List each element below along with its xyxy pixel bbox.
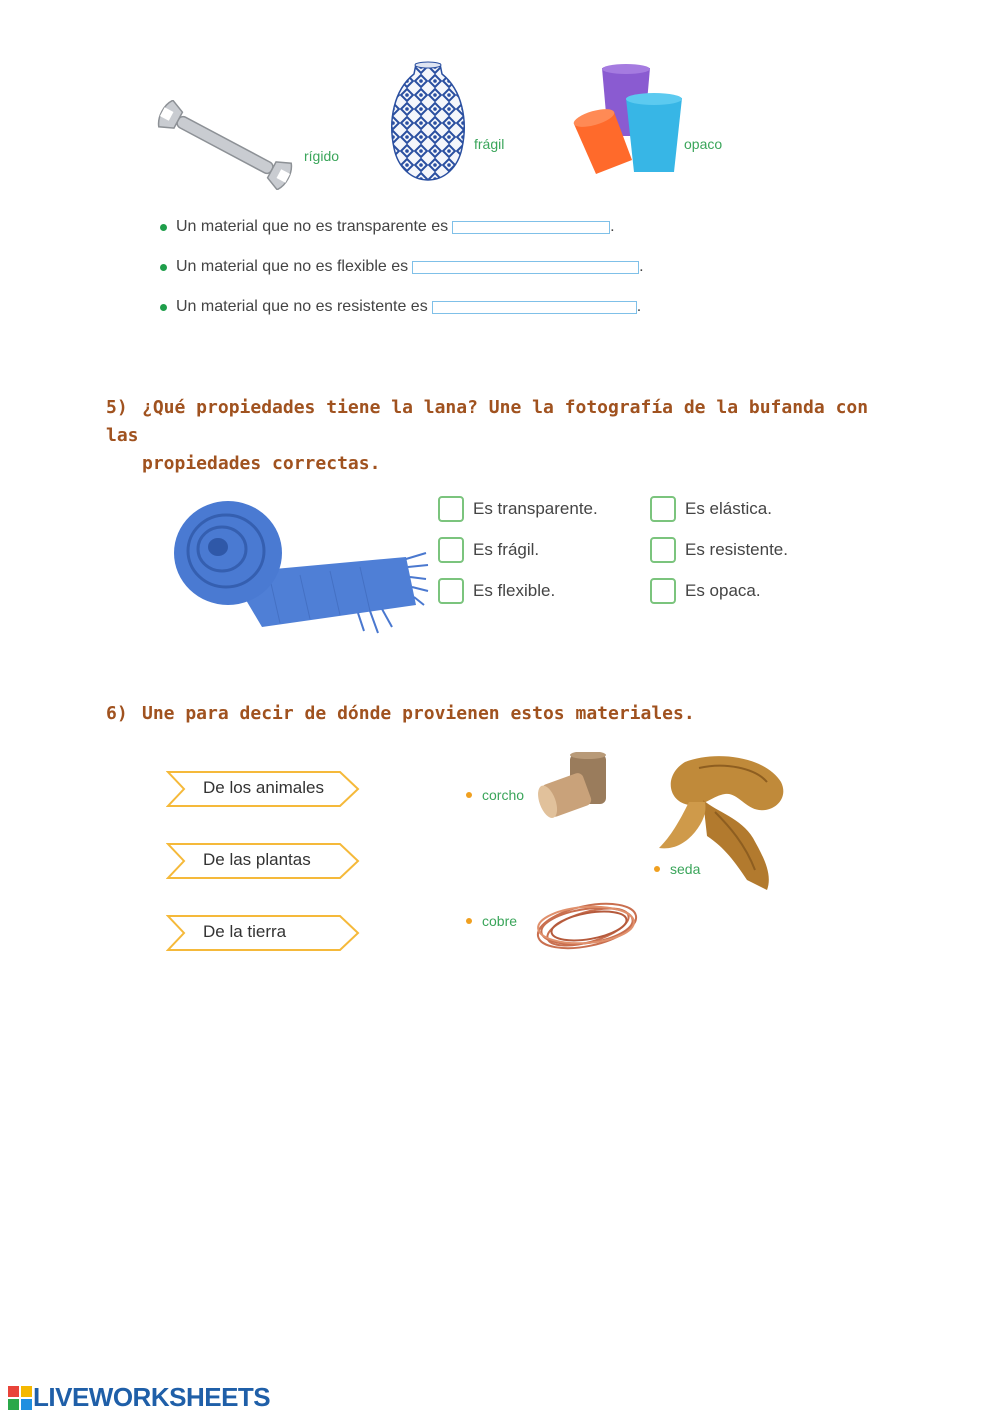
sentence-text: Un material que no es flexible es <box>176 258 409 275</box>
material-seda[interactable] <box>654 861 700 877</box>
checkbox[interactable] <box>438 578 464 604</box>
sentence-text: Un material que no es transparente es <box>176 218 449 235</box>
answer-input-resistente[interactable] <box>432 301 637 314</box>
option-resistente[interactable] <box>650 537 788 563</box>
material-corcho[interactable] <box>466 787 524 803</box>
question-6-text: Une para decir de dónde provienen estos materiales. <box>142 703 695 724</box>
bullet-dot <box>466 792 472 798</box>
bullet-dot <box>466 918 472 924</box>
label-opaco: opaco <box>684 136 723 152</box>
cups-image <box>570 62 686 180</box>
bullet-dot <box>160 304 167 311</box>
question-5-title <box>106 394 886 478</box>
option-label: Es resistente. <box>685 540 788 559</box>
sentence-flexible <box>160 258 644 276</box>
sentence-end: . <box>639 258 644 275</box>
origin-tierra[interactable] <box>166 914 360 952</box>
copper-image <box>532 896 642 954</box>
logo-text: LIVEWORKSHEETS <box>33 1382 271 1412</box>
vase-image <box>386 60 470 184</box>
sentence-text: Un material que no es resistente es <box>176 298 428 315</box>
bullet-dot <box>654 866 660 872</box>
option-opaca[interactable] <box>650 578 761 604</box>
option-label: Es transparente. <box>473 499 598 518</box>
label-fragil: frágil <box>474 136 505 152</box>
question-number: 5) <box>106 397 128 418</box>
material-cobre[interactable] <box>466 913 517 929</box>
liveworksheets-logo <box>8 1382 270 1413</box>
checkbox[interactable] <box>438 537 464 563</box>
option-label: Es flexible. <box>473 581 556 600</box>
label-rigido: rígido <box>304 148 340 164</box>
checkbox[interactable] <box>438 496 464 522</box>
option-elastica[interactable] <box>650 496 772 522</box>
sentence-resistente <box>160 298 641 316</box>
option-flexible[interactable] <box>438 578 555 604</box>
cork-image <box>536 752 612 818</box>
bullet-dot <box>160 224 167 231</box>
wrench-image <box>150 100 300 190</box>
checkbox[interactable] <box>650 496 676 522</box>
question-6-title <box>106 700 886 728</box>
checkbox[interactable] <box>650 537 676 563</box>
origin-label: De los animales <box>203 778 324 797</box>
question-5-line2: propiedades correctas. <box>142 453 381 474</box>
option-label: Es elástica. <box>685 499 772 518</box>
sentence-transparente <box>160 218 615 236</box>
origin-label: De las plantas <box>203 850 311 869</box>
option-label: Es opaca. <box>685 581 761 600</box>
checkbox[interactable] <box>650 578 676 604</box>
option-label: Es frágil. <box>473 540 540 559</box>
origin-label: De la tierra <box>203 922 287 941</box>
material-label: cobre <box>482 913 518 929</box>
scarf-image <box>170 495 432 640</box>
logo-mark-icon <box>8 1386 32 1410</box>
origin-plantas[interactable] <box>166 842 360 880</box>
material-label: corcho <box>482 787 525 803</box>
answer-input-transparente[interactable] <box>452 221 610 234</box>
question-number: 6) <box>106 703 128 724</box>
origin-animales[interactable] <box>166 770 360 808</box>
question-5-line1: ¿Qué propiedades tiene la lana? Une la fotografía de la bufanda con las <box>106 397 869 446</box>
answer-input-flexible[interactable] <box>412 261 639 274</box>
sentence-end: . <box>610 218 615 235</box>
sentence-end: . <box>636 298 642 315</box>
option-fragil[interactable] <box>438 537 539 563</box>
bullet-dot <box>160 264 167 271</box>
material-label: seda <box>670 861 701 877</box>
option-transparente[interactable] <box>438 496 598 522</box>
